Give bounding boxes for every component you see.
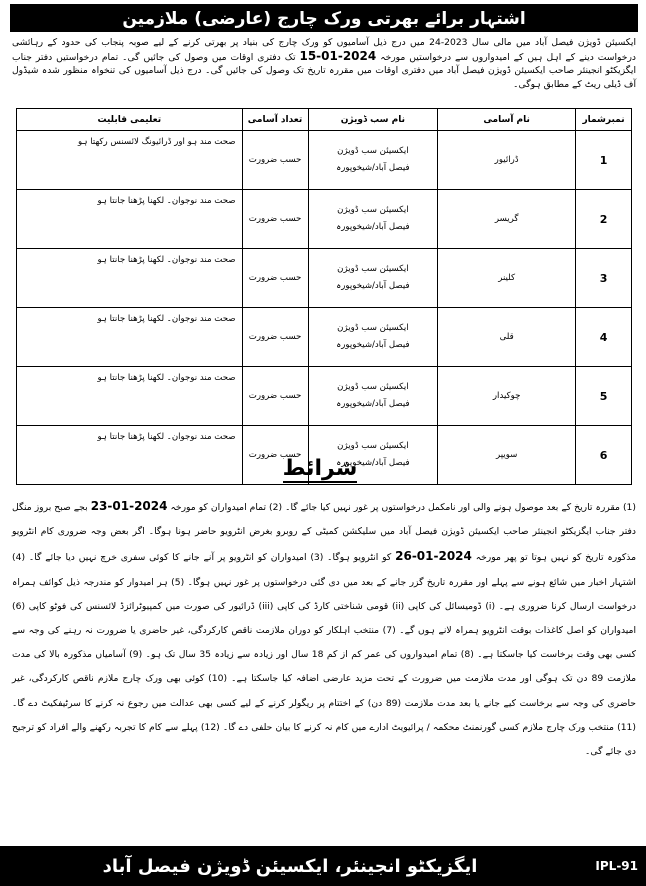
- interview-date: 23-01-2024: [90, 499, 168, 513]
- cell-post: قلی: [438, 308, 576, 367]
- cell-office: [308, 249, 438, 308]
- cell-post: کلینر: [438, 249, 576, 308]
- conditions-text-2: بجے صبح بروز منگل دفتر جناب ایگزیکٹو انجینئر صاحب ایکسیئن ڈویژن فیصل آباد میں سلیکشن کمیٹی کے روبرو بغرض انٹرویو حاضر ہونا ہوگا۔ اگر بعض وجہ ضروری کام انٹرویو مذکورہ تاریخ کو نہیں ہوتا تو پھر مورخہ: [12, 502, 637, 564]
- cell-count: حسب ضرورت: [242, 367, 308, 426]
- cell-post: گریسر: [438, 190, 576, 249]
- office-line-2: فیصل آباد/شیخوپورہ: [336, 222, 410, 232]
- header-post: نام آسامی: [438, 109, 576, 131]
- alternate-interview-date: 26-01-2024: [395, 549, 472, 564]
- office-line-1: ایکسیئن سب ڈویژن: [337, 146, 409, 156]
- page-title: اشتہار برائے بھرتی ورک چارج (عارضی) ملازمین: [10, 4, 638, 32]
- intro-paragraph: [12, 36, 636, 91]
- conditions-text-3: کو انٹرویو ہوگا۔ (3) امیدواران کو انٹرویو پر آنے جانے کا کوئی سفری خرچ نہیں دیا جائے گا۔ (4) اشتہار اخبار میں شائع ہونے سے پہلے اور مقررہ تاریخ گزر جانے کے بعد میں دی گئی درخواستوں پر غور نہیں ہوگا۔ (5) ہر امیدوار کو مندرجہ ذیل کوائف ہمراہ درخواست ارسال کرنا ضروری ہے۔ (i) ڈومیسائل کی کاپی (ii) قومی شناختی کارڈ کی کاپی (iii) ڈرائیور کی صورت میں کمپیوٹرائزڈ لائسنس کی فوٹو کاپی (6) امیدواران کو اصل کاغذات بوقت انٹرویو ہمراہ لانے ہوں گے۔ (7) منتخب اہلکار کو دوران ملازمت ناقص کارکردگی، غیر حاضری یا ضرورت نہ رہنے کی وجہ سے کسی بھی وقت برخاست کیا جاسکتا ہے۔ (8) تمام امیدواروں کی عمر کم از کم 18 سال اور زیادہ سے زیادہ 35 سال تک ہو۔ (9) آسامیاں مذکورہ بالا کی مدت ملازمت 89 دن تک ہوگی اور مدت ملازمت میں ضرورت کے تحت مزید عارضی اضافہ کیا جاسکتا ہے۔ (10) کوئی بھی ورک چارج ملازم ناقص کارکردگی، غیر حاضری کی وجہ سے برخاست کیے جانے یا بعد مدت ملازمت (89 دن) کے اختتام پر ریگولر کرنے کے لیے کسی بھی عدالت میں رجوع نہ کرنے کا سرٹیفکیٹ دے گا۔ (11) منتخب ورک چارج ملازم کسی گورنمنٹ محکمہ / پرائیویٹ ادارے میں کام نہ کرنے کا بیان حلفی دے گا۔ (12) پہلے سے کام کا تجربہ رکھنے والے افراد کو ترجیح دی جائے گی۔: [12, 552, 637, 758]
- office-line-1: ایکسیئن سب ڈویژن: [337, 382, 409, 392]
- cell-count: حسب ضرورت: [242, 426, 308, 485]
- cell-qualification: صحت مند ہو اور ڈرائیونگ لائسنس رکھتا ہو: [17, 131, 243, 190]
- header-qualification: تعلیمی قابلیت: [17, 109, 243, 131]
- cell-qualification: صحت مند نوجوان۔ لکھنا پڑھنا جانتا ہو: [17, 249, 243, 308]
- cell-serial: 1: [576, 131, 632, 190]
- cell-office: [308, 131, 438, 190]
- cell-serial: 5: [576, 367, 632, 426]
- application-deadline: 15-01-2024: [299, 48, 377, 63]
- cell-count: حسب ضرورت: [242, 308, 308, 367]
- office-line-1: ایکسیئن سب ڈویژن: [337, 441, 409, 451]
- cell-count: حسب ضرورت: [242, 249, 308, 308]
- cell-qualification: صحت مند نوجوان۔ لکھنا پڑھنا جانتا ہو: [17, 190, 243, 249]
- cell-qualification: صحت مند نوجوان۔ لکھنا پڑھنا جانتا ہو: [17, 367, 243, 426]
- cell-office: [308, 308, 438, 367]
- office-line-2: فیصل آباد/شیخوپورہ: [336, 458, 410, 468]
- cell-serial: 3: [576, 249, 632, 308]
- table-row: [17, 190, 632, 249]
- cell-office: [308, 190, 438, 249]
- cell-office: [308, 367, 438, 426]
- cell-serial: 2: [576, 190, 632, 249]
- header-count: تعداد آسامی: [242, 109, 308, 131]
- cell-count: حسب ضرورت: [242, 131, 308, 190]
- publication-code: IPL-91: [595, 859, 638, 873]
- header-office: نام سب ڈویژن: [308, 109, 438, 131]
- cell-qualification: صحت مند نوجوان۔ لکھنا پڑھنا جانتا ہو: [17, 308, 243, 367]
- intro-text-1: ایکسیئن ڈویژن فیصل آباد میں مالی سال 2023-24 میں درج ذیل آسامیوں کو ورک چارج کی بنیاد پر بھرتی کرنے کے لیے صوبہ پنجاب کی حدود کے رہائشی درخواست دینے کے اہل ہیں کے امیدواروں سے درخواستیں مورخہ: [12, 37, 637, 63]
- cell-qualification: صحت مند نوجوان۔ لکھنا پڑھنا جانتا ہو: [17, 426, 243, 485]
- cell-post: سویپر: [438, 426, 576, 485]
- table-row: [17, 308, 632, 367]
- header-serial: نمبرشمار: [576, 109, 632, 131]
- office-line-2: فیصل آباد/شیخوپورہ: [336, 163, 410, 173]
- cell-serial: 6: [576, 426, 632, 485]
- office-line-2: فیصل آباد/شیخوپورہ: [336, 281, 410, 291]
- office-line-1: ایکسیئن سب ڈویژن: [337, 264, 409, 274]
- intro-text-2: تک دفتری اوقات میں وصول کی جائیں گی۔ تمام درخواستیں دفتر جناب ایگزیکٹو انجینئر صاحب ایکسیئن ڈویژن فیصل آباد میں دفتری اوقات میں مقررہ تاریخ تک وصول کی جائیں گی۔ درج ذیل آسامیوں کی تنخواہ منظور شدہ شیڈول آف ڈیلی ریٹ کے مطابق ہوگی۔: [12, 51, 636, 90]
- office-line-1: ایکسیئن سب ڈویژن: [337, 323, 409, 333]
- table-row: [17, 367, 632, 426]
- conditions-text-1: (1) مقررہ تاریخ کے بعد موصول ہونے والی اور نامکمل درخواستوں پر غور نہیں کیا جائے گا۔ (2) تمام امیدواران کو مورخہ: [170, 502, 636, 513]
- cell-serial: 4: [576, 308, 632, 367]
- cell-post: چوکیدار: [438, 367, 576, 426]
- office-line-2: فیصل آباد/شیخوپورہ: [336, 340, 410, 350]
- table-row: [17, 131, 632, 190]
- conditions-title: [270, 456, 370, 483]
- conditions-title-text: شرائط: [282, 456, 358, 481]
- conditions-paragraph: [12, 494, 636, 764]
- table-header-row: [17, 109, 632, 131]
- office-line-2: فیصل آباد/شیخوپورہ: [336, 399, 410, 409]
- table-row: [17, 249, 632, 308]
- posts-table: [16, 108, 632, 485]
- footer-issuer: ایگزیکٹو انجینئر، ایکسیئن ڈویژن فیصل آباد: [102, 855, 478, 877]
- cell-post: ڈرائیور: [438, 131, 576, 190]
- cell-count: حسب ضرورت: [242, 190, 308, 249]
- office-line-1: ایکسیئن سب ڈویژن: [337, 205, 409, 215]
